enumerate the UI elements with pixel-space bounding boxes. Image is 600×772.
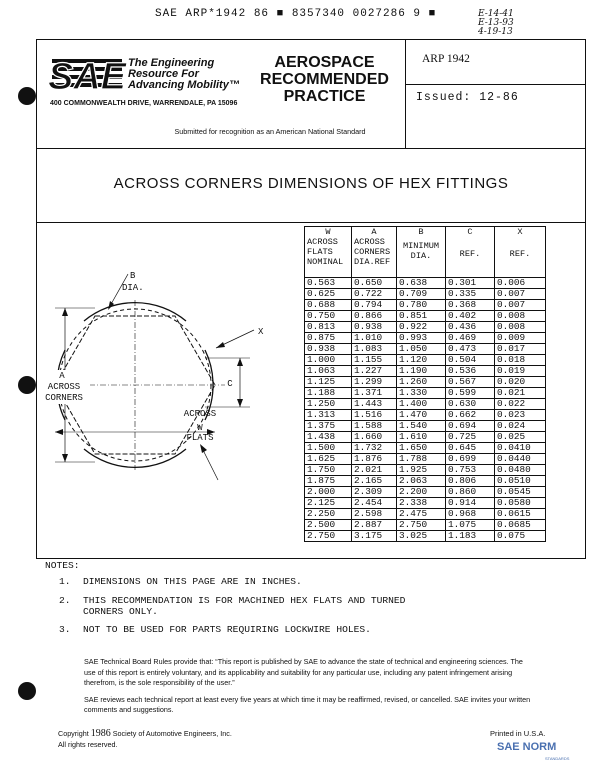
copyright-owner: Society of Automotive Engineers, Inc. <box>112 729 232 738</box>
table-row <box>305 410 546 421</box>
table-cell: 0.625 <box>305 289 352 300</box>
table-cell: 1.625 <box>305 454 352 465</box>
column-header-a <box>352 227 397 278</box>
table-cell: 0.780 <box>397 300 446 311</box>
table-cell: 0.662 <box>446 410 495 421</box>
table-cell: 0.025 <box>495 432 546 443</box>
table-cell: 2.598 <box>352 509 397 520</box>
table-cell: 0.650 <box>352 278 397 289</box>
copyright-label: Copyright <box>58 729 89 738</box>
board-rules-text: SAE Technical Board Rules provide that: “This report is published by SAE to advance the state of technical and engineering sciences. The use of this report is entirely voluntary, and its applicability and suitability for any particular use, including any patent infringement arising therefrom, is the sole responsibility of the user.” <box>84 657 523 687</box>
table-cell: 0.436 <box>446 322 495 333</box>
table-cell: 0.794 <box>352 300 397 311</box>
table-cell: 0.630 <box>446 399 495 410</box>
header-line: X <box>517 227 523 237</box>
table-cell: 1.050 <box>397 344 446 355</box>
table-cell: 0.335 <box>446 289 495 300</box>
header-line: B <box>418 227 424 237</box>
note-1: DIMENSIONS ON THIS PAGE ARE IN INCHES. <box>83 576 302 587</box>
header-line: DIA. <box>410 251 432 261</box>
header-line: REF. <box>459 249 481 259</box>
table-cell: 1.610 <box>397 432 446 443</box>
table-cell: 0.694 <box>446 421 495 432</box>
header-line: FLATS <box>307 247 333 257</box>
handwritten-note: E-13-93 <box>478 18 514 28</box>
table-cell: 2.475 <box>397 509 446 520</box>
header-line: MINIMUM <box>402 241 440 251</box>
header-line: REF. <box>509 249 531 259</box>
table-cell: 0.022 <box>495 399 546 410</box>
table-cell: 1.188 <box>305 388 352 399</box>
copyright <box>58 728 232 750</box>
label-across-flats: ACROSS <box>183 409 217 419</box>
table-cell: 1.732 <box>352 443 397 454</box>
label-flats-visible: FLATS <box>186 433 214 443</box>
sae-norm-watermark: SAE NORM <box>497 741 557 753</box>
table-cell: 1.660 <box>352 432 397 443</box>
footer-text <box>84 657 534 722</box>
table-cell: 1.330 <box>397 388 446 399</box>
table-cell: 1.313 <box>305 410 352 421</box>
table-cell: 0.024 <box>495 421 546 432</box>
table-cell: 2.200 <box>397 487 446 498</box>
table-cell: 2.250 <box>305 509 352 520</box>
table-cell: 0.0410 <box>495 443 546 454</box>
table-row <box>305 454 546 465</box>
note-3: NOT TO BE USED FOR PARTS REQUIRING LOCKWIRE HOLES. <box>83 624 371 635</box>
table-row <box>305 520 546 531</box>
table-cell: 2.125 <box>305 498 352 509</box>
table-cell: 2.021 <box>352 465 397 476</box>
header-line: ACROSS <box>307 237 338 247</box>
doc-type-line: RECOMMENDED <box>260 71 389 88</box>
table-cell: 0.0480 <box>495 465 546 476</box>
table-cell: 1.260 <box>397 377 446 388</box>
label-w: W <box>197 423 203 433</box>
table-cell: 0.019 <box>495 366 546 377</box>
table-row <box>305 421 546 432</box>
table-cell: 0.008 <box>495 322 546 333</box>
table-cell: 0.567 <box>446 377 495 388</box>
tagline-line: Resource For <box>128 68 199 80</box>
table-row <box>305 377 546 388</box>
table-cell: 2.309 <box>352 487 397 498</box>
table-cell: 1.250 <box>305 399 352 410</box>
table-cell: 0.075 <box>495 531 546 542</box>
table-row <box>305 487 546 498</box>
table-row <box>305 311 546 322</box>
table-cell: 0.007 <box>495 300 546 311</box>
table-row <box>305 399 546 410</box>
table-cell: 0.709 <box>397 289 446 300</box>
binder-hole <box>18 87 36 105</box>
org-tagline <box>128 58 240 91</box>
label-corners: CORNERS <box>45 393 83 403</box>
table-cell: 0.813 <box>305 322 352 333</box>
table-cell: 0.688 <box>305 300 352 311</box>
table-cell: 0.638 <box>397 278 446 289</box>
table-row <box>305 498 546 509</box>
table-cell: 0.007 <box>495 289 546 300</box>
table-row <box>305 366 546 377</box>
table-cell: 0.469 <box>446 333 495 344</box>
table-row <box>305 465 546 476</box>
table-cell: 0.301 <box>446 278 495 289</box>
header-line: CORNERS <box>354 247 391 257</box>
notes-heading: NOTES: <box>45 560 80 571</box>
table-row <box>305 443 546 454</box>
table-cell: 0.017 <box>495 344 546 355</box>
table-cell: 0.875 <box>305 333 352 344</box>
table-cell: 0.753 <box>446 465 495 476</box>
table-cell: 1.470 <box>397 410 446 421</box>
title-divider <box>36 222 586 223</box>
handwritten-note: E-14-41 <box>478 9 514 19</box>
table-cell: 0.699 <box>446 454 495 465</box>
table-row <box>305 531 546 542</box>
table-cell: 0.750 <box>305 311 352 322</box>
table-cell: 0.866 <box>352 311 397 322</box>
table-cell: 1.400 <box>397 399 446 410</box>
printed-in: Printed in U.S.A. <box>490 729 546 738</box>
table-cell: 0.914 <box>446 498 495 509</box>
table-cell: 0.008 <box>495 311 546 322</box>
label-a: A <box>59 371 65 381</box>
table-cell: 0.645 <box>446 443 495 454</box>
table-row <box>305 432 546 443</box>
table-cell: 0.023 <box>495 410 546 421</box>
table-cell: 1.540 <box>397 421 446 432</box>
table-cell: 1.063 <box>305 366 352 377</box>
header-line: A <box>371 227 377 237</box>
table-row <box>305 388 546 399</box>
copyright-year: 1986 <box>90 728 111 739</box>
table-cell: 0.722 <box>352 289 397 300</box>
table-row <box>305 355 546 366</box>
handwritten-notes <box>478 10 514 37</box>
header-line: W <box>325 227 331 237</box>
table-cell: 0.938 <box>352 322 397 333</box>
table-row <box>305 476 546 487</box>
table-cell: 0.938 <box>305 344 352 355</box>
table-cell: 1.120 <box>397 355 446 366</box>
table-cell: 0.806 <box>446 476 495 487</box>
table-cell: 2.454 <box>352 498 397 509</box>
table-cell: 1.190 <box>397 366 446 377</box>
table-cell: 1.227 <box>352 366 397 377</box>
table-cell: 2.338 <box>397 498 446 509</box>
table-cell: 0.993 <box>397 333 446 344</box>
note-number: 1. <box>59 576 71 587</box>
table-cell: 0.402 <box>446 311 495 322</box>
doc-number-divider <box>405 84 586 85</box>
table-cell: 1.876 <box>352 454 397 465</box>
sae-logo-letters: SAE <box>47 56 127 98</box>
table-cell: 0.504 <box>446 355 495 366</box>
table-cell: 0.368 <box>446 300 495 311</box>
table-cell: 1.438 <box>305 432 352 443</box>
column-header-x <box>495 227 546 278</box>
table-cell: 1.075 <box>446 520 495 531</box>
table-cell: 0.0685 <box>495 520 546 531</box>
table-cell: 0.006 <box>495 278 546 289</box>
header-line: DIA.REF <box>354 257 391 267</box>
document-code-line: SAE ARP*1942 86 ■ 8357340 0027286 9 ■ <box>155 8 437 20</box>
label-dia: DIA. <box>122 283 144 293</box>
binder-hole <box>18 376 36 394</box>
rights-reserved: All rights reserved. <box>58 740 118 749</box>
table-cell: 0.725 <box>446 432 495 443</box>
table-cell: 2.000 <box>305 487 352 498</box>
table-cell: 1.183 <box>446 531 495 542</box>
table-cell: 1.299 <box>352 377 397 388</box>
table-cell: 2.063 <box>397 476 446 487</box>
table-cell: 0.0440 <box>495 454 546 465</box>
document-number: ARP 1942 <box>422 53 470 65</box>
table-cell: 0.0510 <box>495 476 546 487</box>
table-row <box>305 333 546 344</box>
header-line: ACROSS <box>354 237 385 247</box>
table-row <box>305 344 546 355</box>
note-2-line-1: THIS RECOMMENDATION IS FOR MACHINED HEX FLATS AND TURNED <box>83 595 406 606</box>
table-cell: 0.021 <box>495 388 546 399</box>
table-header-row <box>305 227 546 278</box>
table-cell: 0.0545 <box>495 487 546 498</box>
column-header-b <box>397 227 446 278</box>
table-cell: 0.536 <box>446 366 495 377</box>
label-b: B <box>130 271 136 281</box>
table-cell: 1.588 <box>352 421 397 432</box>
table-cell: 0.473 <box>446 344 495 355</box>
handwritten-note: 4-19-13 <box>478 27 513 37</box>
table-cell: 2.500 <box>305 520 352 531</box>
table-cell: 0.009 <box>495 333 546 344</box>
issued-date: Issued: 12-86 <box>416 91 519 104</box>
header-divider <box>36 148 586 149</box>
sae-norm-watermark-sub: STANDARDS <box>545 756 570 761</box>
note-2-line-2: CORNERS ONLY. <box>83 606 158 617</box>
document-type <box>252 54 397 105</box>
sae-logo <box>47 55 127 98</box>
submitted-statement: Submitted for recognition as an American National Standard <box>174 127 366 136</box>
label-x: X <box>258 327 264 337</box>
table-cell: 2.887 <box>352 520 397 531</box>
table-cell: 1.500 <box>305 443 352 454</box>
table-cell: 1.371 <box>352 388 397 399</box>
table-cell: 1.750 <box>305 465 352 476</box>
label-across: ACROSS <box>47 382 81 392</box>
label-c: C <box>227 379 233 389</box>
table-cell: 1.155 <box>352 355 397 366</box>
table-row <box>305 300 546 311</box>
table-row <box>305 509 546 520</box>
table-cell: 1.000 <box>305 355 352 366</box>
table-cell: 3.025 <box>397 531 446 542</box>
table-cell: 1.925 <box>397 465 446 476</box>
tagline-line: The Engineering <box>128 57 215 69</box>
dimension-table <box>304 226 546 542</box>
hex-fitting-drawing <box>40 270 280 510</box>
header-line: C <box>467 227 473 237</box>
table-cell: 0.563 <box>305 278 352 289</box>
table-cell: 0.968 <box>446 509 495 520</box>
table-cell: 1.875 <box>305 476 352 487</box>
table-cell: 1.788 <box>397 454 446 465</box>
table-cell: 2.750 <box>397 520 446 531</box>
table-cell: 2.165 <box>352 476 397 487</box>
tagline-line: Advancing Mobility™ <box>128 79 240 91</box>
table-cell: 0.018 <box>495 355 546 366</box>
table-cell: 1.650 <box>397 443 446 454</box>
table-cell: 1.125 <box>305 377 352 388</box>
header-line: NOMINAL <box>307 257 344 267</box>
note-number: 3. <box>59 624 71 635</box>
table-cell: 1.083 <box>352 344 397 355</box>
table-cell: 0.922 <box>397 322 446 333</box>
doc-type-line: PRACTICE <box>283 88 366 105</box>
table-cell: 0.599 <box>446 388 495 399</box>
table-cell: 1.375 <box>305 421 352 432</box>
table-cell: 3.175 <box>352 531 397 542</box>
table-cell: 0.851 <box>397 311 446 322</box>
table-row <box>305 289 546 300</box>
table-row <box>305 322 546 333</box>
page-title: ACROSS CORNERS DIMENSIONS OF HEX FITTINGS <box>113 175 509 192</box>
doc-type-line: AEROSPACE <box>274 54 375 71</box>
table-cell: 1.010 <box>352 333 397 344</box>
column-header-w <box>305 227 352 278</box>
table-cell: 0.0580 <box>495 498 546 509</box>
table-cell: 1.516 <box>352 410 397 421</box>
table-cell: 0.0615 <box>495 509 546 520</box>
review-text: SAE reviews each technical report at least every five years at which time it may be reaffirmed, revised, or cancelled. SAE invites your written comments and suggestions. <box>84 694 531 714</box>
column-header-c <box>446 227 495 278</box>
table-cell: 0.020 <box>495 377 546 388</box>
note-number: 2. <box>59 595 71 606</box>
table-cell: 2.750 <box>305 531 352 542</box>
binder-hole <box>18 682 36 700</box>
table-cell: 0.860 <box>446 487 495 498</box>
org-address: 400 COMMONWEALTH DRIVE, WARRENDALE, PA 15096 <box>50 100 238 107</box>
table-cell: 1.443 <box>352 399 397 410</box>
table-row <box>305 278 546 289</box>
